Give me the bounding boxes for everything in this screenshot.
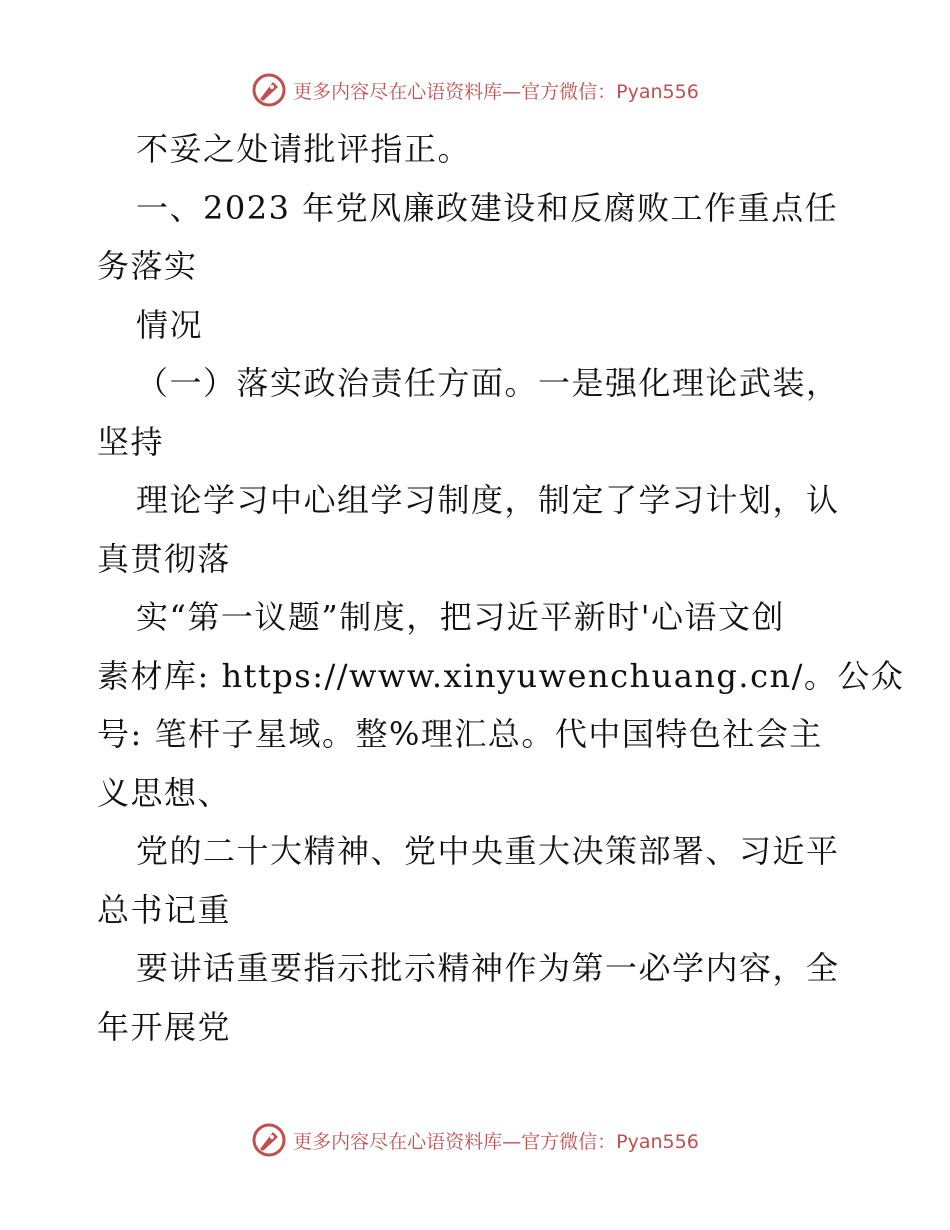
footer-watermark-text: 更多内容尽在心语资料库—官方微信：Pyan556 xyxy=(293,1130,699,1153)
paragraph-line: （一）落实政治责任方面。一是强化理论武装， xyxy=(136,364,840,402)
paragraph-line: 一、2023 年党风廉政建设和反腐败工作重点任 xyxy=(136,188,839,227)
paragraph-line: 年开展党 xyxy=(97,1007,232,1046)
paragraph-line: 务落实 xyxy=(97,247,198,285)
header-watermark-text: 更多内容尽在心语资料库—官方微信：Pyan556 xyxy=(293,80,699,103)
footer-watermark-banner xyxy=(0,1120,950,1160)
paragraph-line: 不妥之处请批评指正。 xyxy=(136,130,472,168)
pen-nib-logo-icon xyxy=(251,1122,287,1158)
paragraph-line: 坚持 xyxy=(97,422,165,461)
paragraph-line: 总书记重 xyxy=(97,890,232,929)
paragraph-line: 义思想、 xyxy=(97,773,232,812)
pen-nib-logo-icon xyxy=(251,72,287,108)
paragraph-line: 实“第一议题”制度，把习近平新时'心语文创 xyxy=(136,598,786,636)
paragraph-line: 情况 xyxy=(136,305,204,344)
paragraph-line: 理论学习中心组学习制度，制定了学习计划，认 xyxy=(136,481,840,519)
document-body xyxy=(97,120,905,1056)
paragraph-line: 党的二十大精神、党中央重大决策部署、习近平 xyxy=(136,832,840,870)
paragraph-line: 号: 笔杆子星域。整%理汇总。代中国特色社会主 xyxy=(97,715,823,753)
header-watermark-banner xyxy=(0,70,950,110)
paragraph-line: 素材库: https://www.xinyuwenchuang.cn/。公众 xyxy=(97,656,905,695)
paragraph-line: 要讲话重要指示批示精神作为第一必学内容，全 xyxy=(136,949,840,987)
paragraph-line: 真贯彻落 xyxy=(97,539,232,578)
